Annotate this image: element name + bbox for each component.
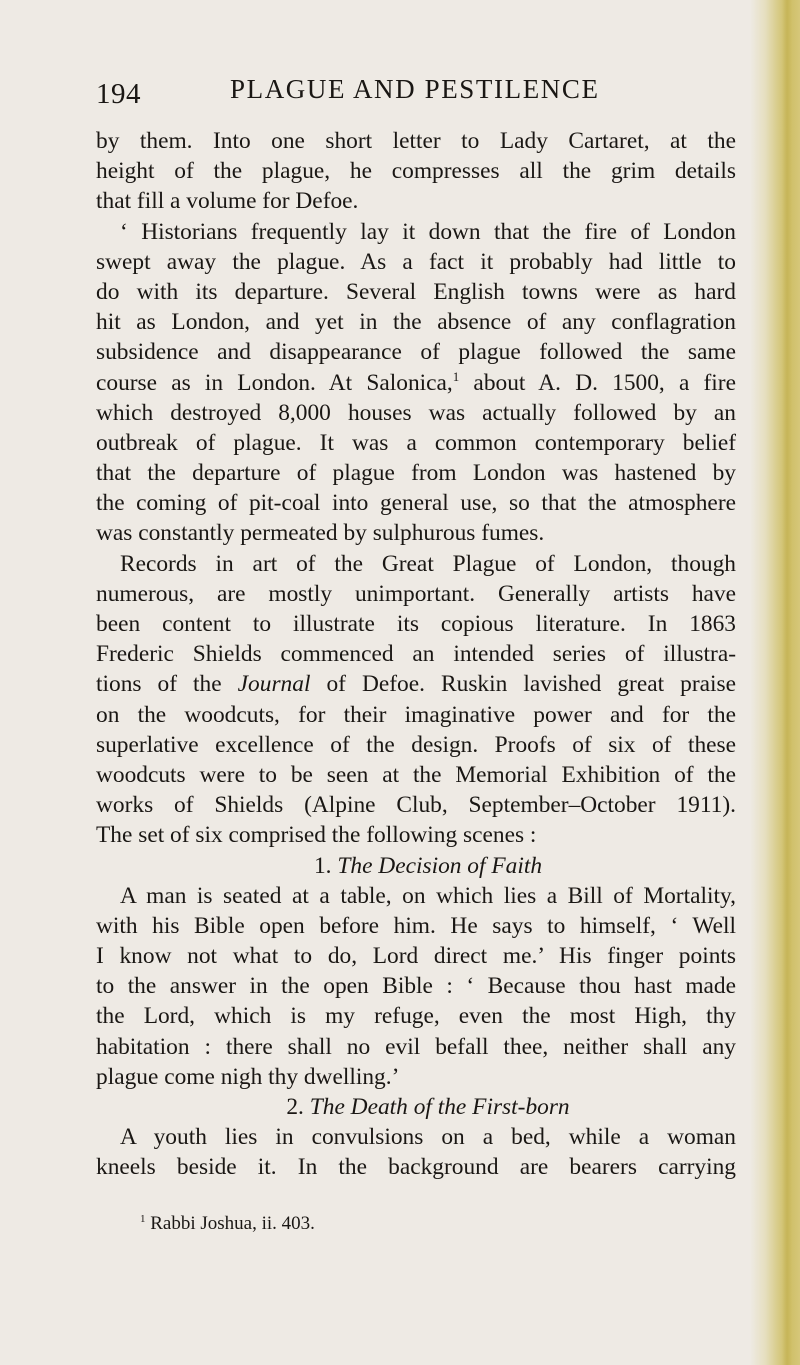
text-line: Frederic Shields commenced an intended series of illustra- [96, 641, 736, 668]
text-line [96, 368, 736, 398]
page-edge-shadow [750, 0, 800, 1365]
text-line: kneels beside it. In the background are bearers carrying [96, 1154, 736, 1181]
page-edge-highlight [782, 0, 792, 1365]
text-line: which destroyed 8,000 houses was actually followed by an [96, 399, 736, 426]
text-line: was constantly permeated by sulphurous fumes. [96, 520, 545, 547]
text-fragment: about A. D. 1500, a fire [459, 369, 736, 396]
text-line: Records in art of the Great Plague of London, though [120, 550, 736, 577]
text-line: that fill a volume for Defoe. [96, 188, 359, 215]
text-line: ‘ Historians frequently lay it down that the fire of London [120, 218, 736, 245]
text-line: the Lord, which is my refuge, even the most High, thy [96, 1003, 736, 1030]
running-head [96, 74, 736, 114]
italic-title: Journal [237, 671, 311, 698]
scene-title: The Decision of Faith [337, 852, 543, 879]
footnote [140, 1212, 315, 1236]
text-line: subsidence and disappearance of plague followed the same [96, 339, 736, 366]
text-line: habitation : there shall no evil befall thee, neither shall any [96, 1033, 736, 1060]
text-line: been content to illustrate its copious literature. In 1863 [96, 611, 736, 637]
scene-title: The Death of the First-born [309, 1094, 570, 1120]
scene-heading [96, 851, 736, 881]
text-line: outbreak of plague. It was a common contemporary belief [96, 429, 736, 456]
text-line: A man is seated at a table, on which lies a Bill of Mortality, [120, 882, 736, 909]
text-line: with his Bible open before him. He says to himself, ‘ Well [96, 912, 736, 939]
text-line: height of the plague, he compresses all the grim details [96, 158, 736, 185]
text-line: superlative excellence of the design. Proofs of six of these [96, 731, 736, 758]
footnote-text: Rabbi Joshua, ii. 403. [150, 1213, 315, 1234]
scene-heading [96, 1092, 736, 1122]
body-text [96, 126, 736, 1183]
scene-number: 1. [313, 852, 332, 879]
text-line: the coming of pit-coal into general use, so that the atmosphere [96, 490, 736, 517]
text-line: numerous, are mostly unimportant. Generally artists have [96, 580, 736, 607]
running-title: PLAGUE AND PESTILENCE [230, 74, 600, 104]
text-line: woodcuts were to be seen at the Memorial Exhibition of the [96, 761, 736, 788]
text-line: to the answer in the open Bible : ‘ Because thou hast made [96, 973, 736, 1000]
text-fragment: of Defoe. Ruskin lavished great praise [310, 671, 736, 698]
scene-number: 2. [286, 1094, 304, 1120]
text-line: plague come nigh thy dwelling.’ [96, 1063, 400, 1090]
text-line: swept away the plague. As a fact it probably had little to [96, 248, 736, 275]
text-fragment: course as in London. At Salonica, [96, 369, 453, 396]
text-line: on the woodcuts, for their imaginative power and for the [96, 701, 736, 728]
text-line: I know not what to do, Lord direct me.’ His finger points [96, 943, 736, 970]
text-line [96, 669, 736, 699]
text-line: hit as London, and yet in the absence of any conflagration [96, 309, 736, 336]
footnote-marker: 1 [140, 1213, 146, 1225]
text-line: The set of six comprised the following scenes : [96, 822, 537, 849]
footnote-reference: 1 [452, 368, 460, 384]
text-line: A youth lies in convulsions on a bed, while a woman [120, 1124, 736, 1151]
text-line: works of Shields (Alpine Club, September–October 1911). [96, 792, 736, 819]
text-line: by them. Into one short letter to Lady Cartaret, at the [96, 128, 736, 154]
text-fragment: tions of the [96, 671, 238, 698]
text-line: do with its departure. Several English towns were as hard [96, 278, 736, 305]
text-line: that the departure of plague from London was hastened by [96, 460, 736, 487]
page-number: 194 [96, 78, 141, 110]
